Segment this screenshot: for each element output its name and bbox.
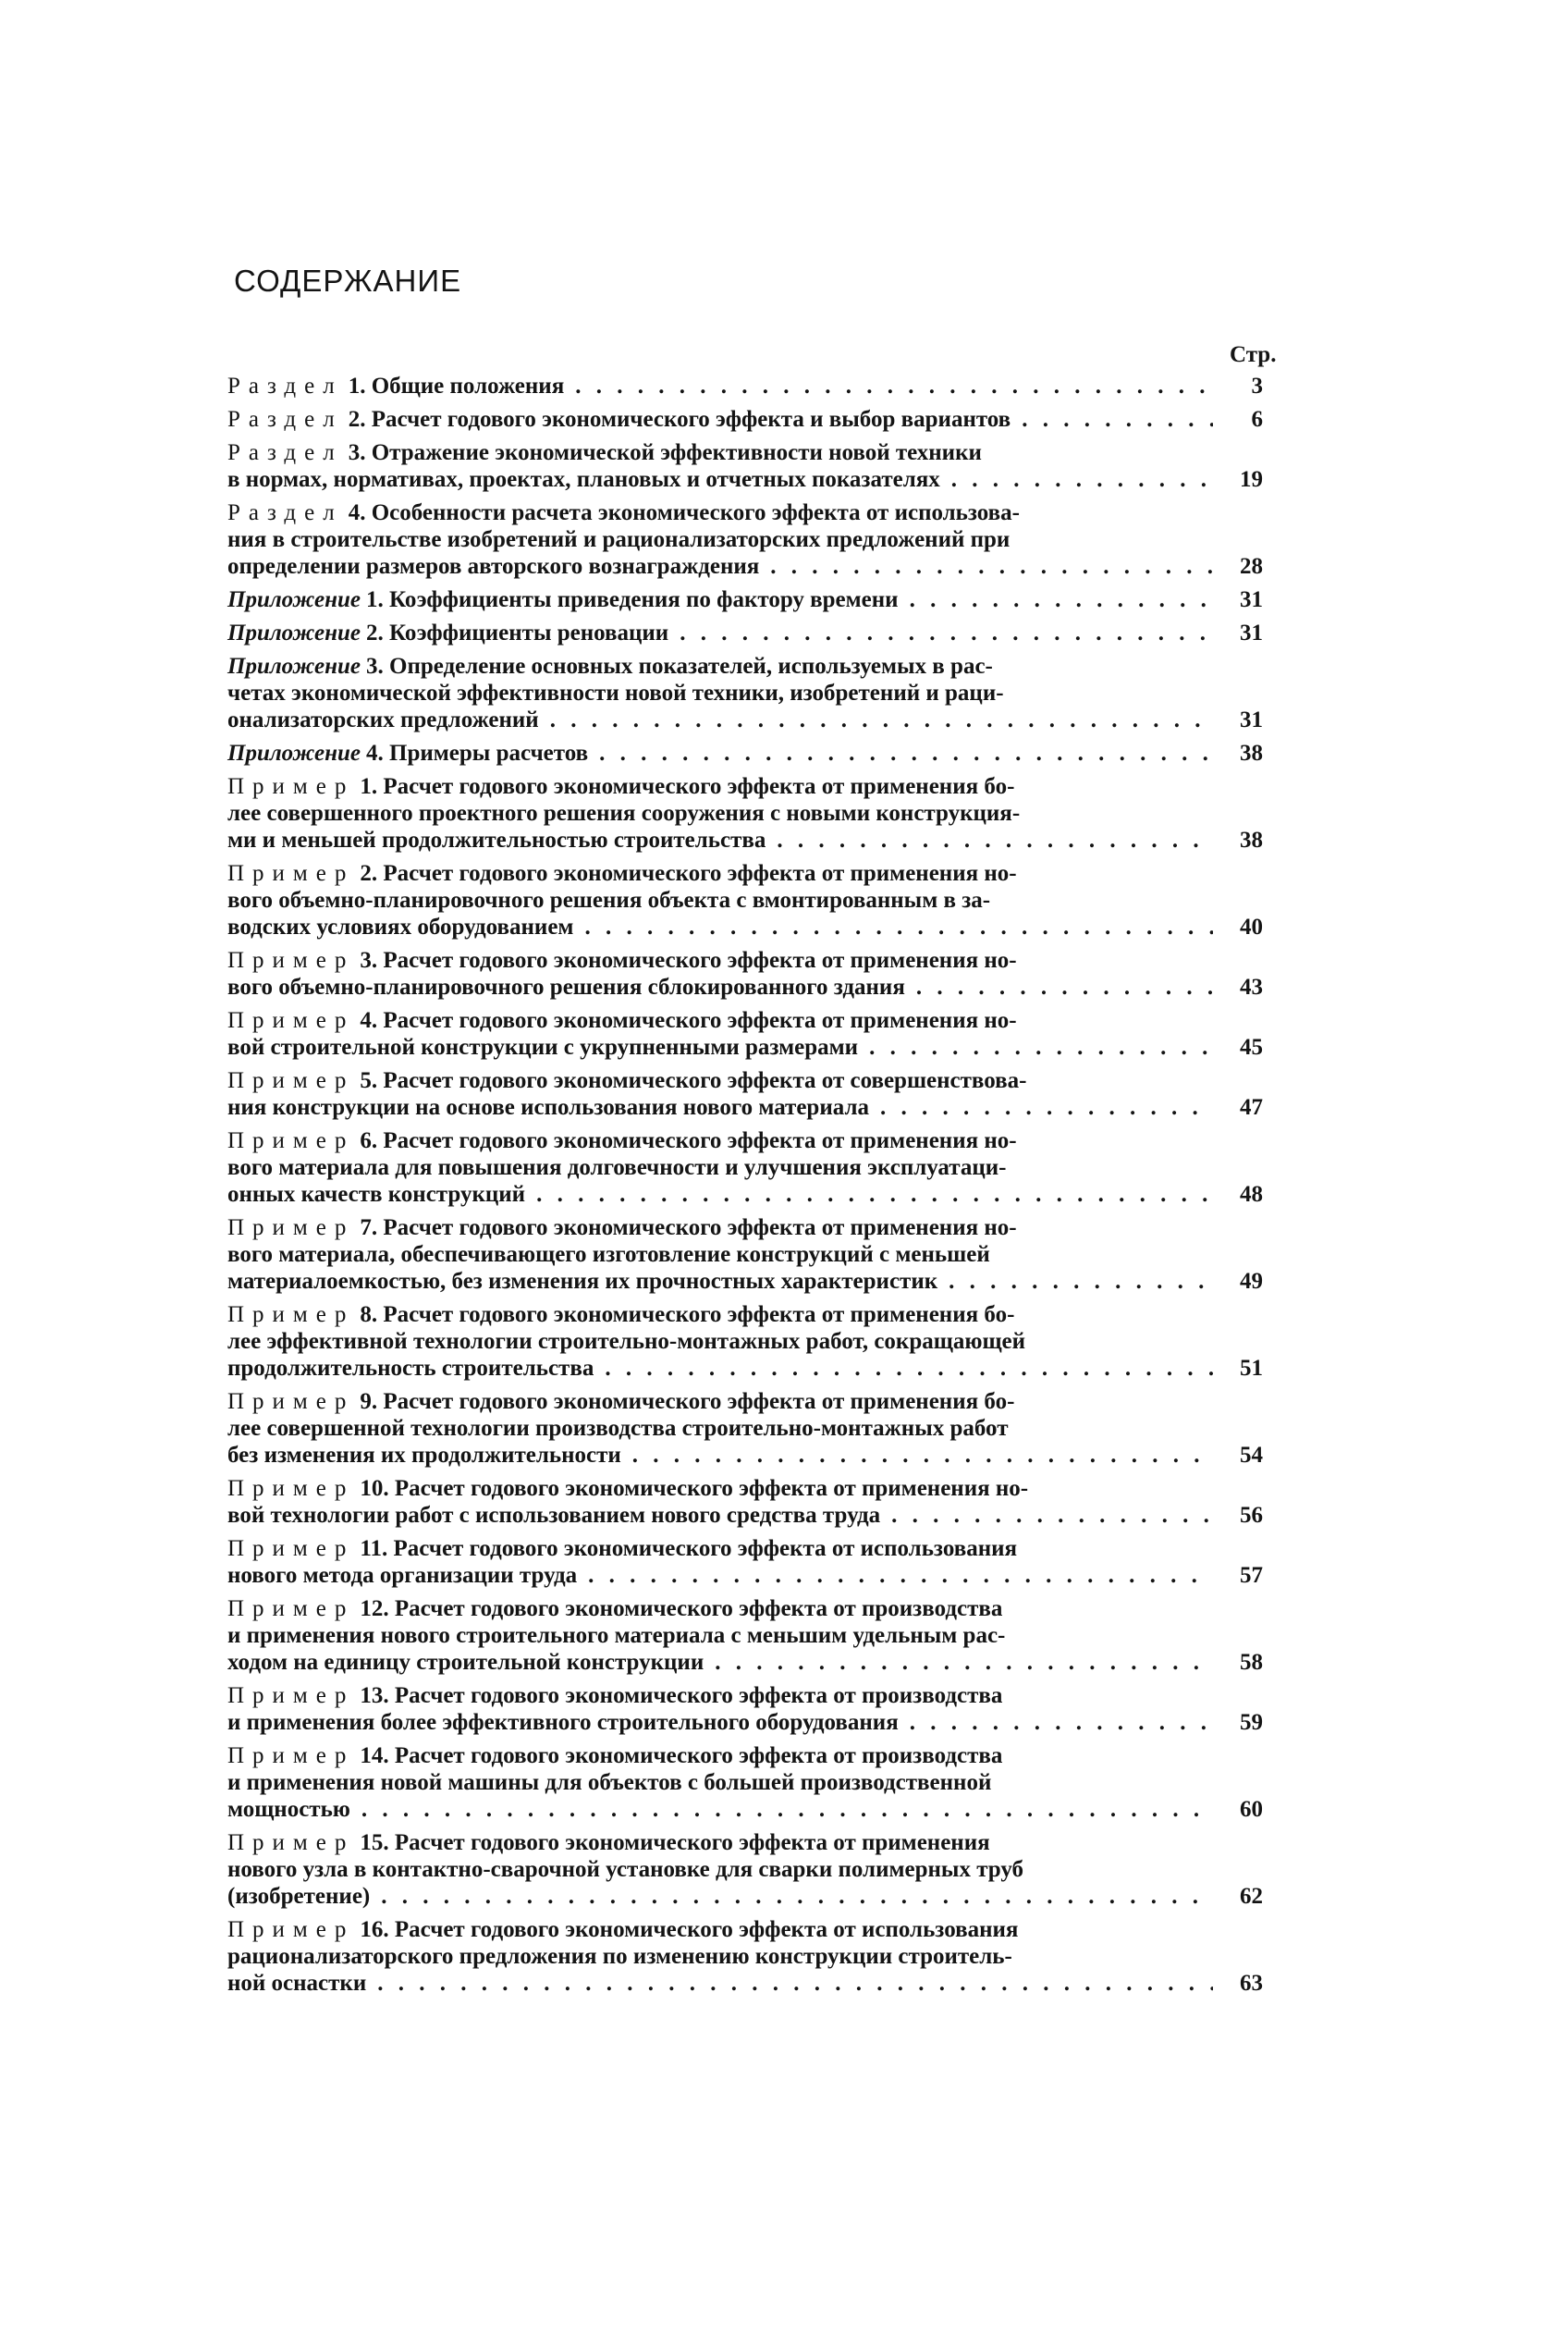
toc-page-number: 38 (1240, 828, 1263, 853)
toc-page-number: 60 (1240, 1797, 1263, 1822)
toc-entry-line (227, 1829, 1263, 1856)
toc-entry (227, 1535, 1263, 1589)
toc-page-number: 49 (1240, 1269, 1263, 1294)
toc-entry-keyword: Пример (227, 1068, 355, 1093)
dot-leader (599, 740, 1213, 767)
toc-entry-text: материалоемкостью, без изменения их прочностных характеристик (227, 1269, 938, 1294)
toc-page-number: 38 (1240, 741, 1263, 766)
toc-entry-line (227, 620, 1263, 646)
toc-page-number: 31 (1240, 587, 1263, 612)
toc-entry (227, 1007, 1263, 1061)
toc-entry (227, 1595, 1263, 1676)
toc-entry-keyword: Пример (227, 1215, 355, 1240)
toc-entry-keyword: Раздел (227, 374, 343, 399)
toc-entry-text: 3. Расчет годового экономического эффекта от применения но- (360, 948, 1017, 973)
toc-entry-text: ния в строительстве изобретений и рационализаторских предложений при (227, 527, 1011, 552)
toc-entry (227, 947, 1263, 1001)
toc-entry-line (227, 1388, 1263, 1415)
toc-entry-text: без изменения их продолжительности (227, 1443, 621, 1468)
toc-entry-text: рационализаторского предложения по изменению конструкции строитель- (227, 1944, 1012, 1969)
toc-entry-line (227, 773, 1263, 800)
toc-entry-line (227, 1682, 1263, 1709)
toc-entry-keyword: Пример (227, 1743, 355, 1768)
toc-entry (227, 1388, 1263, 1469)
toc-entry-text: 1. Расчет годового экономического эффекта от применения бо- (360, 774, 1015, 799)
toc-entry-text: ния конструкции на основе использования нового материала (227, 1095, 869, 1120)
toc-entry-text: определении размеров авторского вознаграждения (227, 554, 760, 579)
toc-entry (227, 653, 1263, 733)
toc-entry (227, 1301, 1263, 1382)
toc-entry-text: продолжительность строительства (227, 1356, 594, 1381)
toc-entry-line (227, 1301, 1263, 1328)
toc-entry-line (227, 1127, 1263, 1154)
toc-entry-text: нового узла в контактно-сварочной установке для сварки полимерных труб (227, 1857, 1024, 1882)
toc-entry-text: вой технологии работ с использованием нового средства труда (227, 1503, 881, 1528)
toc-entry-text: (изобретение) (227, 1884, 371, 1909)
toc-entry-text: водских условиях оборудованием (227, 915, 574, 940)
toc-entry-keyword: Раздел (227, 440, 343, 465)
dot-leader (869, 1034, 1213, 1061)
toc-entry (227, 1475, 1263, 1529)
toc-page-number: 63 (1240, 1971, 1263, 1996)
toc-entry-text: вого материала, обеспечивающего изготовление конструкций с меньшей (227, 1242, 990, 1267)
toc-entry-text: 4. Особенности расчета экономического эффекта от использова- (348, 500, 1021, 525)
toc-entry-line (227, 680, 1263, 707)
toc-entry-line (227, 1595, 1263, 1622)
toc-entry-text: лее совершенного проектного решения сооружения с новыми конструкция- (227, 801, 1021, 826)
toc-entry-text: 3. Определение основных показателей, используемых в рас- (366, 654, 993, 679)
dot-leader (916, 974, 1213, 1001)
toc-entry-text: 14. Расчет годового экономического эффекта от производства (360, 1743, 1003, 1768)
dot-leader (588, 1562, 1213, 1589)
toc-page-number: 47 (1240, 1095, 1263, 1120)
dot-leader (584, 914, 1213, 941)
toc-entry-line (227, 1796, 1263, 1823)
toc-entry-keyword: Пример (227, 1302, 355, 1327)
toc-entry-line (227, 653, 1263, 680)
toc-entry-line (227, 1535, 1263, 1562)
toc-entry-keyword: Пример (227, 1389, 355, 1414)
toc-entry-line (227, 740, 1263, 767)
toc-entry-keyword: Приложение (227, 587, 361, 612)
toc-entry-line (227, 1622, 1263, 1649)
toc-entry-keyword: Пример (227, 1917, 355, 1942)
toc-entry-line (227, 827, 1263, 854)
toc-entry-text: ной оснастки (227, 1971, 367, 1996)
toc-entry-line (227, 1943, 1263, 1970)
toc-entry-text: ходом на единицу строительной конструкции (227, 1650, 704, 1675)
toc-page-number: 40 (1240, 915, 1263, 940)
toc-entry-text: 16. Расчет годового экономического эффекта от использования (360, 1917, 1019, 1942)
toc-entry-line (227, 887, 1263, 914)
toc-page-number: 28 (1240, 554, 1263, 579)
table-of-contents (227, 373, 1263, 2003)
toc-page-number: 31 (1240, 707, 1263, 732)
toc-entry-keyword: Пример (227, 1128, 355, 1153)
toc-page-number: 45 (1240, 1035, 1263, 1060)
toc-entry-text: и применения новой машины для объектов с большей производственной (227, 1770, 992, 1795)
toc-entry-text: 2. Расчет годового экономического эффекта и выбор вариантов (348, 407, 1011, 432)
toc-page-number: 54 (1240, 1443, 1263, 1468)
toc-entry-text: онных качеств конструкций (227, 1182, 526, 1207)
toc-entry-line (227, 1328, 1263, 1355)
toc-entry-text: лее совершенной технологии производства строительно-монтажных работ (227, 1416, 1009, 1441)
dot-leader (777, 827, 1213, 854)
toc-entry-text: онализаторских предложений (227, 707, 539, 732)
toc-entry-keyword: Приложение (227, 654, 361, 679)
toc-entry-text: 8. Расчет годового экономического эффекта от применения бо- (360, 1302, 1015, 1327)
toc-entry-line (227, 1355, 1263, 1382)
toc-page-number: 59 (1240, 1710, 1263, 1735)
toc-entry-keyword: Приложение (227, 741, 361, 766)
dot-leader (381, 1883, 1213, 1910)
dot-leader (1022, 406, 1213, 433)
toc-entry-text: нового метода организации труда (227, 1563, 578, 1588)
toc-entry-line (227, 1970, 1263, 1997)
toc-entry-line (227, 707, 1263, 733)
dot-leader (891, 1502, 1213, 1529)
toc-entry-line (227, 1268, 1263, 1295)
toc-entry-keyword: Пример (227, 1596, 355, 1621)
toc-entry-line (227, 466, 1263, 493)
dot-leader (910, 586, 1213, 613)
toc-entry (227, 373, 1263, 400)
toc-entry (227, 860, 1263, 941)
toc-page-number: 48 (1240, 1182, 1263, 1207)
toc-entry-text: вого объемно-планировочного решения сблокированного здания (227, 975, 905, 1000)
dot-leader (880, 1094, 1213, 1121)
toc-entry (227, 1067, 1263, 1121)
toc-entry (227, 740, 1263, 767)
toc-entry-text: лее эффективной технологии строительно-монтажных работ, сокращающей (227, 1329, 1026, 1354)
toc-entry-text: 4. Примеры расчетов (366, 741, 589, 766)
toc-page-number: 3 (1251, 374, 1263, 399)
toc-entry-text: 3. Отражение экономической эффективности новой техники (348, 440, 982, 465)
toc-entry-text: 9. Расчет годового экономического эффекта от применения бо- (360, 1389, 1015, 1414)
toc-entry (227, 586, 1263, 613)
toc-entry-keyword: Пример (227, 774, 355, 799)
toc-entry-line (227, 1007, 1263, 1034)
toc-entry-keyword: Пример (227, 861, 355, 886)
toc-entry-line (227, 1067, 1263, 1094)
dot-leader (377, 1970, 1213, 1997)
toc-entry-text: 2. Коэффициенты реновации (366, 621, 669, 646)
toc-page-number: 43 (1240, 975, 1263, 1000)
toc-entry (227, 1682, 1263, 1736)
toc-entry (227, 773, 1263, 854)
toc-entry-line (227, 1856, 1263, 1883)
toc-entry-keyword: Пример (227, 1683, 355, 1708)
toc-entry-text: 2. Расчет годового экономического эффекта от применения но- (360, 861, 1017, 886)
toc-entry-text: четах экономической эффективности новой техники, изобретений и раци- (227, 681, 1004, 706)
toc-page-number: 31 (1240, 621, 1263, 646)
toc-entry-line (227, 526, 1263, 553)
toc-entry-line (227, 1916, 1263, 1943)
toc-entry (227, 1916, 1263, 1997)
toc-entry-text: вой строительной конструкции с укрупненными размерами (227, 1035, 859, 1060)
toc-entry-line (227, 439, 1263, 466)
dot-leader (605, 1355, 1213, 1382)
dot-leader (361, 1796, 1213, 1823)
dot-leader (680, 620, 1213, 646)
toc-entry-line (227, 1562, 1263, 1589)
toc-entry-text: и применения более эффективного строительного оборудования (227, 1710, 899, 1735)
toc-page-number: 19 (1240, 467, 1263, 492)
toc-entry-line (227, 947, 1263, 974)
toc-entry (227, 439, 1263, 493)
toc-entry-line (227, 1742, 1263, 1769)
toc-entry-keyword: Пример (227, 1476, 355, 1501)
toc-entry-line (227, 553, 1263, 580)
toc-entry-line (227, 1769, 1263, 1796)
toc-entry-line (227, 1649, 1263, 1676)
toc-entry-keyword: Пример (227, 1536, 355, 1561)
toc-page-number: 62 (1240, 1884, 1263, 1909)
page-title: СОДЕРЖАНИЕ (234, 264, 462, 298)
toc-entry-line (227, 373, 1263, 400)
toc-entry-text: 4. Расчет годового экономического эффекта от применения но- (360, 1008, 1017, 1033)
toc-entry-line (227, 1214, 1263, 1241)
toc-entry-line (227, 406, 1263, 433)
toc-entry-text: 1. Коэффициенты приведения по фактору времени (366, 587, 899, 612)
toc-entry-keyword: Пример (227, 1008, 355, 1033)
toc-entry-keyword: Пример (227, 948, 355, 973)
toc-entry-line (227, 860, 1263, 887)
toc-entry-line (227, 1094, 1263, 1121)
toc-entry-text: 11. Расчет годового экономического эффекта от использования (360, 1536, 1018, 1561)
dot-leader (550, 707, 1213, 733)
page-column-label: Стр. (1230, 342, 1277, 367)
toc-entry-text: 10. Расчет годового экономического эффекта от применения но- (360, 1476, 1029, 1501)
toc-entry-text: 5. Расчет годового экономического эффекта от совершенствова- (360, 1068, 1027, 1093)
toc-entry-line (227, 1475, 1263, 1502)
toc-entry-keyword: Раздел (227, 500, 343, 525)
toc-entry-line (227, 1415, 1263, 1442)
dot-leader (536, 1181, 1213, 1208)
toc-entry-keyword: Пример (227, 1830, 355, 1855)
dot-leader (951, 466, 1213, 493)
toc-entry (227, 1214, 1263, 1295)
toc-entry-line (227, 1154, 1263, 1181)
toc-entry (227, 499, 1263, 580)
toc-entry-text: 7. Расчет годового экономического эффекта от применения но- (360, 1215, 1017, 1240)
toc-entry-text: и применения нового строительного материала с меньшим удельным рас- (227, 1623, 1006, 1648)
toc-entry-line (227, 1034, 1263, 1061)
toc-entry-line (227, 1709, 1263, 1736)
toc-entry-text: ми и меньшей продолжительностью строительства (227, 828, 766, 853)
toc-page-number: 56 (1240, 1503, 1263, 1528)
toc-entry-line (227, 1241, 1263, 1268)
toc-entry-keyword: Приложение (227, 621, 361, 646)
toc-entry-keyword: Раздел (227, 407, 343, 432)
toc-entry-line (227, 1442, 1263, 1469)
toc-entry-text: 12. Расчет годового экономического эффекта от производства (360, 1596, 1003, 1621)
toc-entry-line (227, 499, 1263, 526)
toc-entry (227, 620, 1263, 646)
toc-entry-text: в нормах, нормативах, проектах, плановых и отчетных показателях (227, 467, 940, 492)
toc-entry (227, 406, 1263, 433)
toc-entry-line (227, 1181, 1263, 1208)
toc-entry-line (227, 1883, 1263, 1910)
toc-entry-text: 15. Расчет годового экономического эффекта от применения (360, 1830, 990, 1855)
dot-leader (949, 1268, 1213, 1295)
toc-page-number: 6 (1251, 407, 1263, 432)
dot-leader (632, 1442, 1213, 1469)
toc-entry-line (227, 974, 1263, 1001)
toc-entry-line (227, 586, 1263, 613)
toc-entry-text: вого объемно-планировочного решения объекта с вмонтированным в за- (227, 888, 991, 913)
toc-entry (227, 1127, 1263, 1208)
toc-entry-text: 6. Расчет годового экономического эффекта от применения но- (360, 1128, 1017, 1153)
dot-leader (910, 1709, 1213, 1736)
dot-leader (575, 373, 1213, 400)
toc-entry-line (227, 1502, 1263, 1529)
toc-entry (227, 1742, 1263, 1823)
dot-leader (770, 553, 1213, 580)
toc-page-number: 58 (1240, 1650, 1263, 1675)
toc-page-number: 57 (1240, 1563, 1263, 1588)
toc-entry-text: мощностью (227, 1797, 350, 1822)
toc-entry-text: вого материала для повышения долговечности и улучшения эксплуатаци- (227, 1155, 1007, 1180)
toc-entry-text: 1. Общие положения (348, 374, 565, 399)
dot-leader (715, 1649, 1213, 1676)
toc-entry (227, 1829, 1263, 1910)
toc-entry-line (227, 800, 1263, 827)
toc-entry-text: 13. Расчет годового экономического эффекта от производства (360, 1683, 1003, 1708)
toc-entry-line (227, 914, 1263, 941)
toc-page-number: 51 (1240, 1356, 1263, 1381)
